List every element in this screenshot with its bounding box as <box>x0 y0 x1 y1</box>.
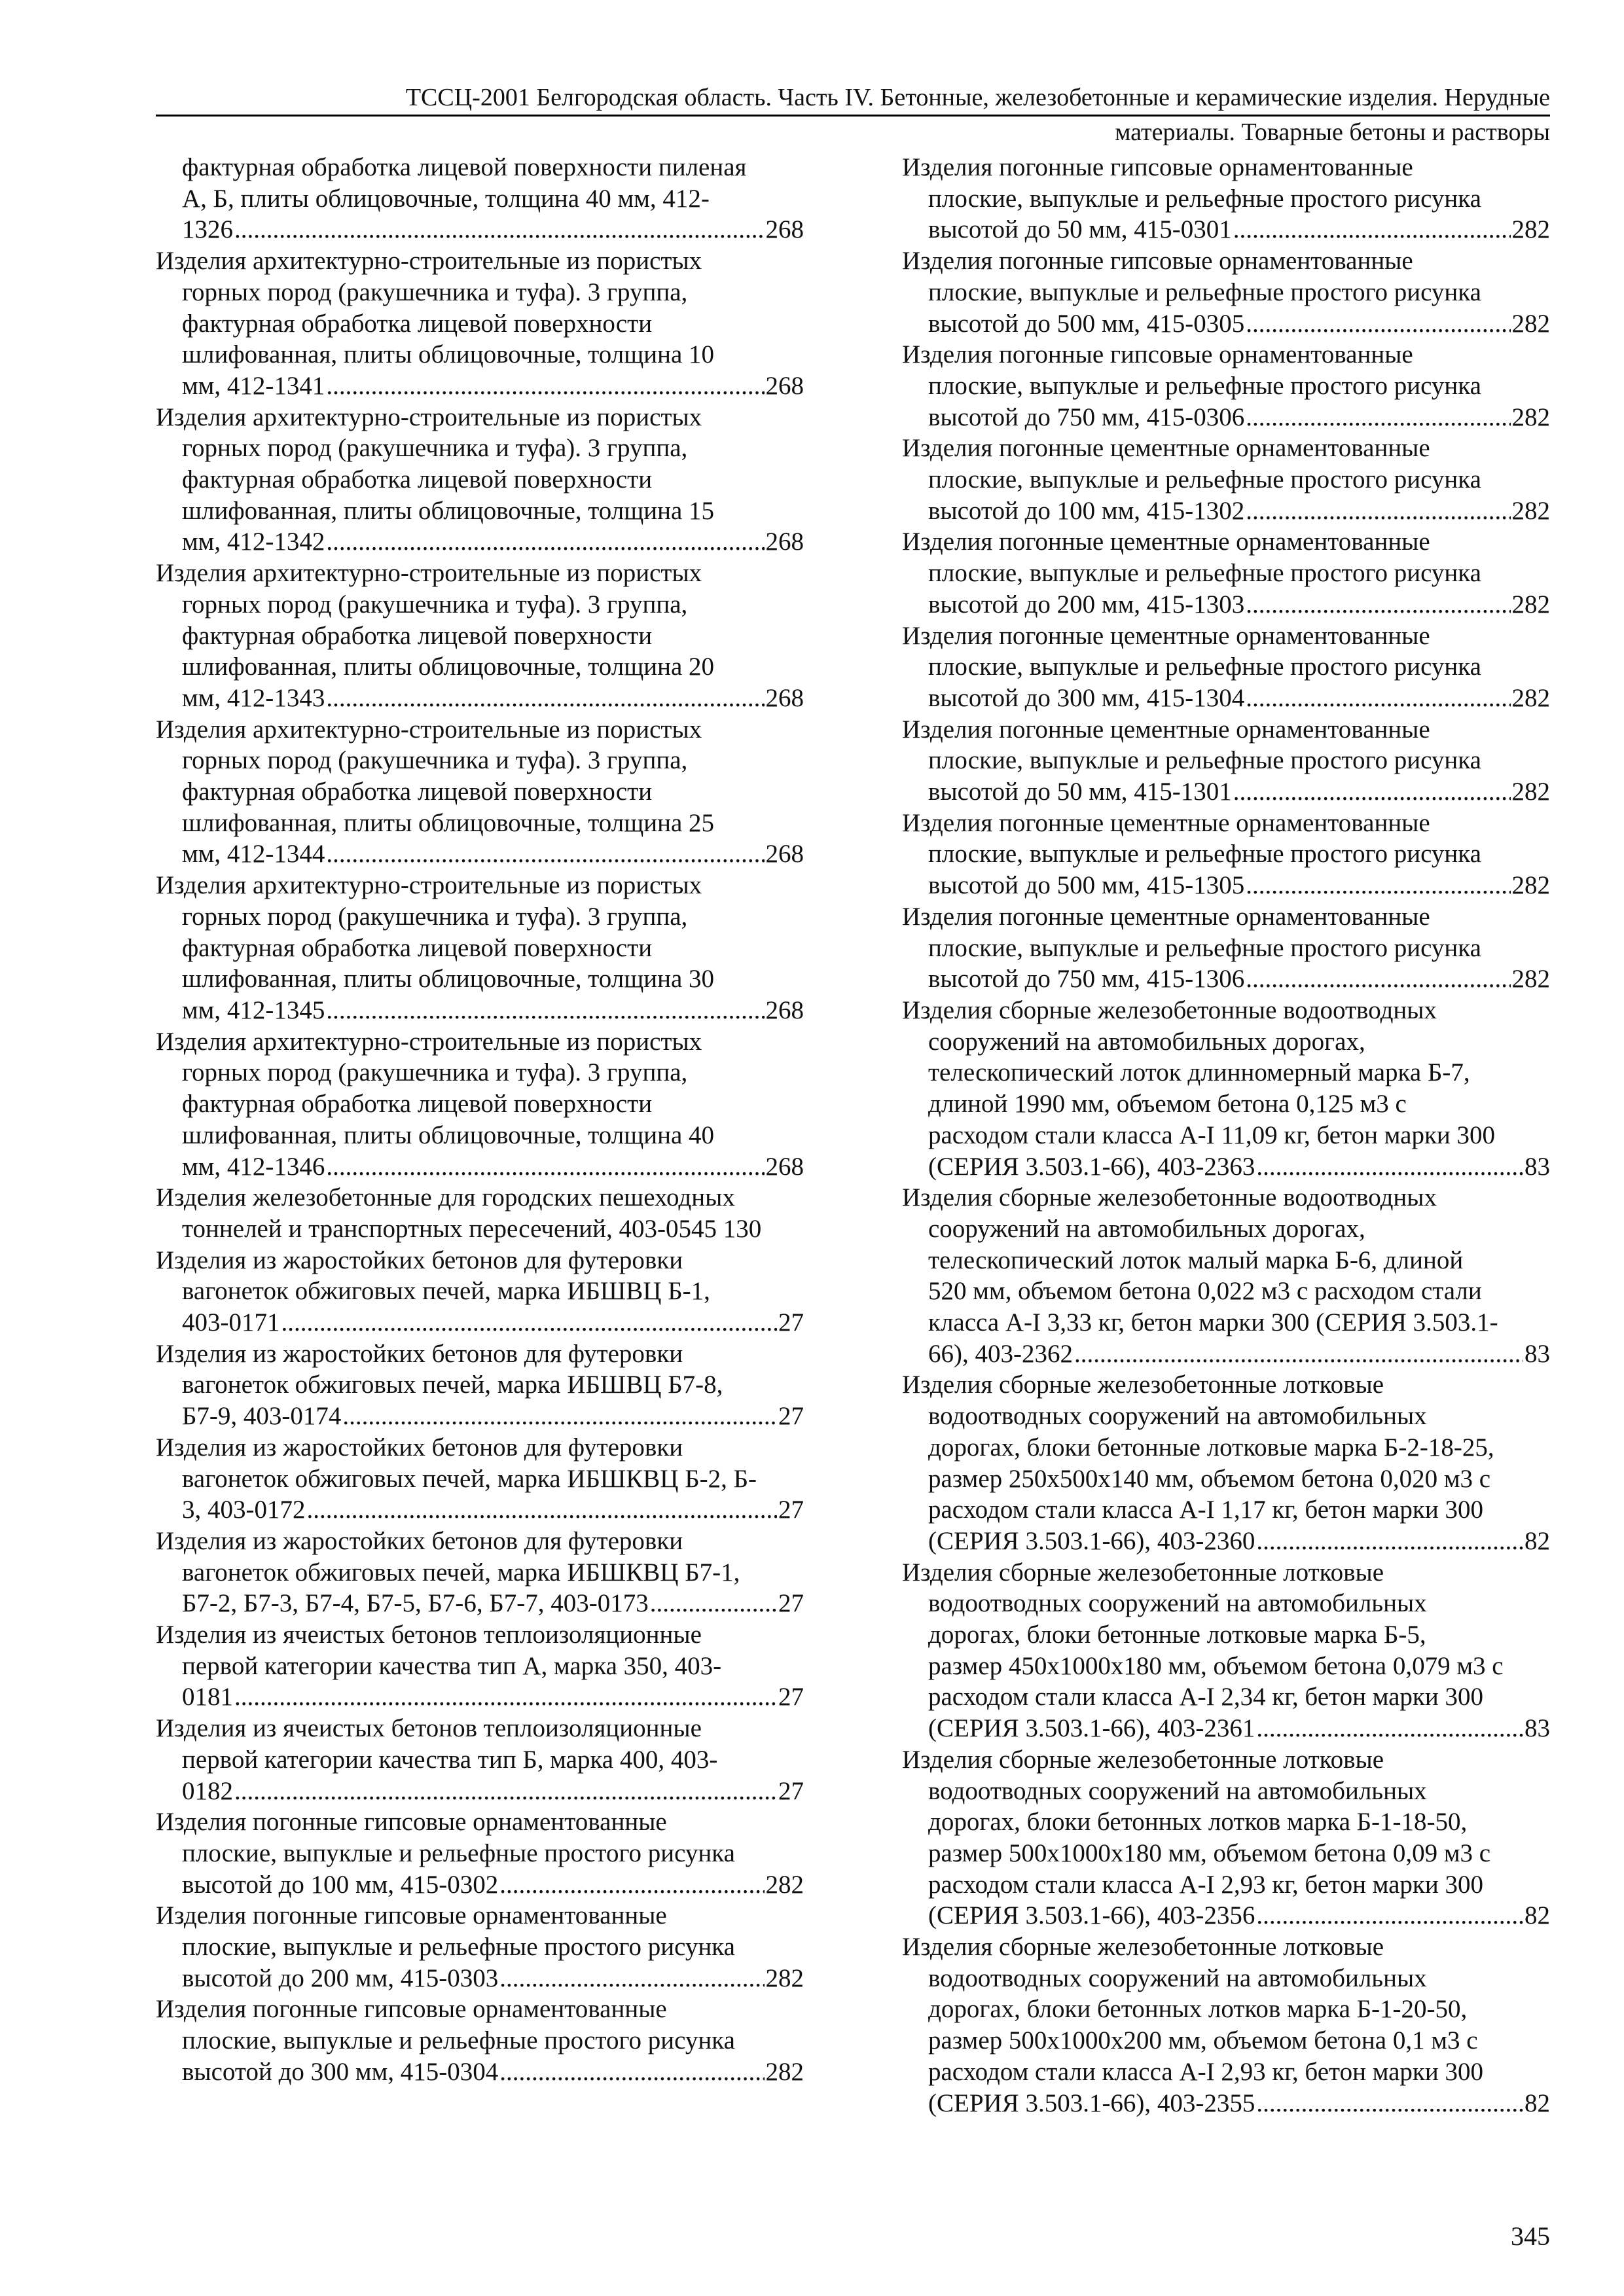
index-entry-reference <box>156 995 804 1026</box>
index-entry <box>156 1338 804 1432</box>
index-entry <box>156 1619 804 1713</box>
index-entry <box>902 433 1550 526</box>
index-entry <box>156 870 804 1026</box>
index-entry-page: 282 <box>765 2057 804 2086</box>
index-entry-code: высотой до 50 мм, 415-1301 <box>928 778 1232 806</box>
index-entry-reference <box>156 1963 804 1994</box>
index-entry-reference <box>156 1869 804 1901</box>
index-entry-reference <box>902 495 1550 527</box>
index-entry-page: 282 <box>765 1870 804 1899</box>
index-entry <box>156 402 804 558</box>
index-entry-line: плоские, выпуклые и рельефные простого рисунка <box>928 559 1481 588</box>
index-entry-line: фактурная обработка лицевой поверхности <box>182 309 653 338</box>
index-entry-line: расходом стали класса А-I 11,09 кг, бетон марки 300 <box>928 1121 1496 1149</box>
index-entry-reference <box>902 1713 1550 1744</box>
index-entry-reference <box>902 776 1550 808</box>
index-entry-reference <box>156 1494 804 1526</box>
index-entry-code: 66), 403-2362 <box>928 1339 1073 1368</box>
index-entry-line: вагонеток обжиговых печей, марка ИБШКВЦ Б-2, Б- <box>182 1464 757 1493</box>
index-entry <box>156 558 804 714</box>
index-entry-page: 282 <box>1511 496 1550 525</box>
index-entry-reference <box>156 1776 804 1807</box>
index-entry-line: расходом стали класса А-I 2,93 кг, бетон марки 300 <box>928 2057 1483 2086</box>
index-entry-code: высотой до 100 мм, 415-0302 <box>182 1870 499 1899</box>
index-entry-line: телескопический лоток малый марка Б-6, длиной <box>928 1246 1464 1274</box>
index-entry-code: высотой до 750 мм, 415-1306 <box>928 965 1245 994</box>
index-entry-line: водоотводных сооружений на автомобильных <box>928 1402 1427 1431</box>
index-entry-line: расходом стали класса А-I 1,17 кг, бетон марки 300 <box>928 1496 1483 1524</box>
dot-leader <box>326 683 764 714</box>
index-entry-line: класса А-I 3,33 кг, бетон марки 300 (СЕРИЯ 3.503.1- <box>928 1308 1498 1337</box>
dot-leader <box>499 1963 764 1994</box>
index-entry-reference <box>156 1151 804 1183</box>
index-entry <box>902 1557 1550 1744</box>
index-entry-title: Изделия погонные гипсовые орнаментованные <box>156 1808 667 1837</box>
dot-leader <box>1246 963 1510 995</box>
index-column-right <box>902 152 1550 2119</box>
dot-leader <box>1246 870 1510 901</box>
index-entry <box>902 620 1550 714</box>
index-entry-page: 282 <box>1511 590 1550 619</box>
index-entry-line: телескопический лоток длинномерный марка Б-7, <box>928 1058 1470 1087</box>
index-entry-code: (СЕРИЯ 3.503.1-66), 403-2355 <box>928 2089 1255 2117</box>
index-entry-title: Изделия из жаростойких бетонов для футеровки <box>156 1339 683 1368</box>
index-entry-line: шлифованная, плиты облицовочные, толщина 15 <box>182 496 715 525</box>
index-entry-reference <box>156 1588 804 1619</box>
index-entry-line: шлифованная, плиты облицовочные, толщина 20 <box>182 653 715 681</box>
dot-leader <box>1246 308 1510 340</box>
index-entry-title: Изделия архитектурно-строительные из пористых <box>156 403 702 431</box>
index-entry-line: плоские, выпуклые и рельефные простого рисунка <box>928 746 1481 775</box>
index-entry-code: высотой до 750 мм, 415-0306 <box>928 403 1245 431</box>
dot-leader <box>234 1776 777 1807</box>
index-entry <box>902 1369 1550 1556</box>
dot-leader <box>1246 683 1510 714</box>
index-entry-code: мм, 412-1343 <box>182 683 325 712</box>
index-entry <box>902 1744 1550 1931</box>
index-entry-page: 27 <box>778 1402 804 1431</box>
index-entry-page: 268 <box>765 371 804 400</box>
index-entry-page: 282 <box>765 1964 804 1992</box>
index-entry-title: Изделия погонные цементные орнаментованные <box>902 808 1430 837</box>
index-entry <box>902 152 1550 245</box>
index-entry-reference <box>902 214 1550 245</box>
index-entry-code: высотой до 500 мм, 415-0305 <box>928 309 1245 338</box>
index-entry-title: Изделия архитектурно-строительные из пористых <box>156 1027 702 1056</box>
index-entry-page: 27 <box>778 1496 804 1524</box>
index-entry <box>902 1931 1550 2119</box>
index-entry-line: горных пород (ракушечника и туфа). 3 группа, <box>182 902 688 931</box>
header-title-line1: ТССЦ-2001 Белгородская область. Часть IV. Бетонные, железобетонные и керамические изделия. Нерудные <box>156 82 1550 117</box>
index-entry-code: мм, 412-1346 <box>182 1152 325 1181</box>
index-entry-code: 0181 <box>182 1683 233 1712</box>
dot-leader <box>326 370 764 402</box>
index-entry-line: размер 250х500х140 мм, объемом бетона 0,020 м3 с <box>928 1464 1491 1493</box>
index-entry-code: высотой до 100 мм, 415-1302 <box>928 496 1245 525</box>
index-entry-title: Изделия сборные железобетонные лотковые <box>902 1933 1384 1962</box>
index-entry-page: 282 <box>1511 215 1550 244</box>
dot-leader <box>326 838 764 870</box>
dot-leader <box>326 995 764 1026</box>
index-entry-title: Изделия из ячеистых бетонов теплоизоляционные <box>156 1621 702 1649</box>
index-entry <box>156 245 804 402</box>
dot-leader <box>1233 776 1511 808</box>
index-entry-reference <box>902 963 1550 995</box>
index-entry-title: Изделия сборные железобетонные водоотводных <box>902 996 1437 1024</box>
index-entry-code: 0182 <box>182 1776 233 1805</box>
index-entry <box>156 714 804 870</box>
index-entry-line: шлифованная, плиты облицовочные, толщина 25 <box>182 808 715 837</box>
index-entry-page: 27 <box>778 1589 804 1618</box>
index-entry-line: размер 500х1000х180 мм, объемом бетона 0,09 м3 с <box>928 1839 1491 1867</box>
index-entry <box>902 245 1550 339</box>
index-entry-reference <box>156 370 804 402</box>
index-entry-page: 282 <box>1511 778 1550 806</box>
index-entry-line: плоские, выпуклые и рельефные простого рисунка <box>928 653 1481 681</box>
index-entry-title: Изделия архитектурно-строительные из пористых <box>156 559 702 588</box>
index-entry-code: мм, 412-1342 <box>182 528 325 556</box>
index-entry-code: высотой до 300 мм, 415-1304 <box>928 683 1245 712</box>
index-entry-reference <box>902 1526 1550 1557</box>
index-entry-code: высотой до 200 мм, 415-0303 <box>182 1964 499 1992</box>
index-entry-reference <box>902 589 1550 620</box>
index-entry-reference <box>156 1307 804 1338</box>
index-entry-reference <box>902 1900 1550 1931</box>
index-entry <box>902 714 1550 808</box>
index-entry-reference <box>902 2088 1550 2119</box>
index-entry-line: плоские, выпуклые и рельефные простого рисунка <box>928 184 1481 213</box>
index-entry-line: водоотводных сооружений на автомобильных <box>928 1776 1427 1805</box>
index-entry-page: 282 <box>1511 403 1550 431</box>
index-entry <box>156 1432 804 1526</box>
index-entry-page: 282 <box>1511 965 1550 994</box>
index-entry-title: Изделия архитектурно-строительные из пористых <box>156 247 702 276</box>
index-entry-code: (СЕРИЯ 3.503.1-66), 403-2363 <box>928 1152 1255 1181</box>
index-entry-line: шлифованная, плиты облицовочные, толщина 30 <box>182 965 715 994</box>
index-entry-code: высотой до 50 мм, 415-0301 <box>928 215 1232 244</box>
index-entry-page: 82 <box>1525 2089 1550 2117</box>
index-entry-reference <box>902 308 1550 340</box>
dot-leader <box>326 1151 764 1183</box>
index-entry-code: Б7-9, 403-0174 <box>182 1402 342 1431</box>
dot-leader <box>499 1869 764 1901</box>
index-entry <box>156 152 804 245</box>
index-entry-line: плоские, выпуклые и рельефные простого рисунка <box>928 465 1481 494</box>
index-column-left <box>156 152 804 2088</box>
index-entry-page: 27 <box>778 1683 804 1712</box>
index-entry-page: 282 <box>1511 871 1550 900</box>
index-entry-line: расходом стали класса А-I 2,34 кг, бетон марки 300 <box>928 1683 1483 1712</box>
index-entry-line: вагонеток обжиговых печей, марка ИБШВЦ Б-1, <box>182 1277 710 1306</box>
index-entry-page: 83 <box>1525 1152 1550 1181</box>
dot-leader <box>1256 2088 1523 2119</box>
index-entry-line: размер 500х1000х200 мм, объемом бетона 0,1 м3 с <box>928 2026 1478 2055</box>
index-entry <box>902 526 1550 620</box>
index-entry-reference <box>902 683 1550 714</box>
index-entry-line: размер 450х1000х180 мм, объемом бетона 0,079 м3 с <box>928 1651 1504 1680</box>
index-entry-line: вагонеток обжиговых печей, марка ИБШВЦ Б7-8, <box>182 1371 723 1399</box>
index-entry-line: горных пород (ракушечника и туфа). 3 группа, <box>182 278 688 306</box>
index-entry-title: Изделия погонные гипсовые орнаментованные <box>902 340 1413 369</box>
index-entry-line: водоотводных сооружений на автомобильных <box>928 1589 1427 1618</box>
index-entry <box>156 1026 804 1183</box>
index-entry <box>902 995 1550 1182</box>
index-entry-line: плоские, выпуклые и рельефные простого рисунка <box>928 933 1481 962</box>
index-entry-title: Изделия из жаростойких бетонов для футеровки <box>156 1526 683 1555</box>
index-entry <box>156 1182 804 1244</box>
index-entry-code: мм, 412-1341 <box>182 371 325 400</box>
index-entry-code: мм, 412-1345 <box>182 996 325 1024</box>
index-entry-code: (СЕРИЯ 3.503.1-66), 403-2360 <box>928 1526 1255 1555</box>
index-entry-reference <box>902 402 1550 433</box>
index-entry-reference <box>156 838 804 870</box>
index-entry-line: фактурная обработка лицевой поверхности <box>182 621 653 650</box>
index-entry-line: шлифованная, плиты облицовочные, толщина 40 <box>182 1121 715 1149</box>
index-entry-title: Изделия сборные железобетонные лотковые <box>902 1745 1384 1774</box>
index-entry-line: плоские, выпуклые и рельефные простого рисунка <box>182 1933 735 1962</box>
dot-leader <box>234 1681 777 1713</box>
index-entry-title: Изделия из жаростойких бетонов для футеровки <box>156 1246 683 1274</box>
dot-leader <box>1246 495 1510 527</box>
index-entry-line: горных пород (ракушечника и туфа). 3 группа, <box>182 590 688 619</box>
index-entry-line: плоские, выпуклые и рельефные простого рисунка <box>182 1839 735 1867</box>
index-entry-reference <box>156 1213 804 1245</box>
index-entry-reference <box>902 870 1550 901</box>
index-entry-line: фактурная обработка лицевой поверхности <box>182 778 653 806</box>
index-entry-page: 268 <box>765 215 804 244</box>
index-entry-code: (СЕРИЯ 3.503.1-66), 403-2356 <box>928 1901 1255 1930</box>
index-entry-page: 83 <box>1525 1339 1550 1368</box>
index-entry-page: 282 <box>1511 309 1550 338</box>
index-entry-title: Изделия погонные гипсовые орнаментованные <box>156 1995 667 2024</box>
dot-leader <box>342 1401 777 1432</box>
index-entry-line: фактурная обработка лицевой поверхности <box>182 1090 653 1119</box>
index-entry-line: горных пород (ракушечника и туфа). 3 группа, <box>182 434 688 463</box>
index-entry-line: вагонеток обжиговых печей, марка ИБШКВЦ Б7-1, <box>182 1558 740 1587</box>
dot-leader <box>1256 1900 1523 1931</box>
index-entry-title: Изделия погонные гипсовые орнаментованные <box>902 247 1413 276</box>
index-entry-title: Изделия сборные железобетонные водоотводных <box>902 1183 1437 1212</box>
index-entry-code: 3, 403-0172 <box>182 1496 306 1524</box>
index-entry-title: Изделия архитектурно-строительные из пористых <box>156 871 702 900</box>
index-entry <box>156 1245 804 1338</box>
dot-leader <box>650 1588 777 1619</box>
index-entry-title: Изделия из ячеистых бетонов теплоизоляционные <box>156 1714 702 1743</box>
index-entry-title: Изделия сборные железобетонные лотковые <box>902 1371 1384 1399</box>
index-entry-code: тоннелей и транспортных пересечений, 403-0545 130 <box>182 1214 762 1243</box>
index-entry-page: 82 <box>1525 1901 1550 1930</box>
index-entry-code: 1326 <box>182 215 233 244</box>
dot-leader <box>234 214 765 245</box>
index-entry-code: высотой до 300 мм, 415-0304 <box>182 2057 499 2086</box>
index-entry-title: Изделия погонные цементные орнаментованные <box>902 621 1430 650</box>
index-entry-line: длиной 1990 мм, объемом бетона 0,125 м3 с <box>928 1090 1407 1119</box>
index-entry-line: горных пород (ракушечника и туфа). 3 группа, <box>182 1058 688 1087</box>
index-entry-line: первой категории качества тип А, марка 350, 403- <box>182 1651 722 1680</box>
index-entry-title: Изделия сборные железобетонные лотковые <box>902 1558 1384 1587</box>
dot-leader <box>1233 214 1511 245</box>
index-entry-title: Изделия погонные цементные орнаментованные <box>902 902 1430 931</box>
index-entry-reference <box>156 526 804 558</box>
index-entry <box>902 339 1550 433</box>
index-entry-title: Изделия погонные гипсовые орнаментованные <box>902 153 1413 181</box>
index-entry-title: Изделия погонные цементные орнаментованные <box>902 715 1430 744</box>
index-entry-page: 82 <box>1525 1526 1550 1555</box>
index-entry-line: сооружений на автомобильных дорогах, <box>928 1027 1365 1056</box>
index-entry-title: Изделия погонные цементные орнаментованные <box>902 528 1430 556</box>
page-header <box>156 82 1550 148</box>
header-title-line2: материалы. Товарные бетоны и растворы <box>1115 118 1550 146</box>
index-entry <box>156 1900 804 1994</box>
index-entry-page: 282 <box>1511 683 1550 712</box>
index-entry-title: Изделия погонные гипсовые орнаментованные <box>156 1901 667 1930</box>
index-entry <box>902 808 1550 901</box>
index-entry-reference <box>156 1401 804 1432</box>
index-entry-reference <box>156 683 804 714</box>
index-entry-page: 27 <box>778 1308 804 1337</box>
index-entry-title: Изделия железобетонные для городских пешеходных <box>156 1183 735 1212</box>
index-entry-page: 268 <box>765 996 804 1024</box>
index-entry-page: 27 <box>778 1776 804 1805</box>
index-entry-title: Изделия архитектурно-строительные из пористых <box>156 715 702 744</box>
dot-leader <box>499 2056 764 2088</box>
dot-leader <box>281 1307 778 1338</box>
index-entry-code: (СЕРИЯ 3.503.1-66), 403-2361 <box>928 1714 1255 1743</box>
index-entry-page: 268 <box>765 528 804 556</box>
index-entry-title: Изделия погонные цементные орнаментованные <box>902 434 1430 463</box>
index-entry-page: 83 <box>1525 1714 1550 1743</box>
index-entry-line: дорогах, блоки бетонных лотков марка Б-1-20-50, <box>928 1995 1468 2024</box>
dot-leader <box>1256 1526 1523 1557</box>
index-entry-code: высотой до 500 мм, 415-1305 <box>928 871 1245 900</box>
dot-leader <box>1246 402 1510 433</box>
dot-leader <box>307 1494 778 1526</box>
index-entry-line: расходом стали класса А-I 2,93 кг, бетон марки 300 <box>928 1870 1483 1899</box>
index-entry-line: дорогах, блоки бетонных лотков марка Б-1-18-50, <box>928 1808 1468 1837</box>
index-entry-reference <box>156 2056 804 2088</box>
index-entry-reference <box>156 214 804 245</box>
index-entry-line: плоские, выпуклые и рельефные простого рисунка <box>928 840 1481 869</box>
index-entry-code: Б7-2, Б7-3, Б7-4, Б7-5, Б7-6, Б7-7, 403-0173 <box>182 1589 649 1618</box>
index-entry-line: дорогах, блоки бетонные лотковые марка Б-5, <box>928 1621 1426 1649</box>
index-entry <box>156 1526 804 1619</box>
index-entry-code: высотой до 200 мм, 415-1303 <box>928 590 1245 619</box>
index-entry-line: первой категории качества тип Б, марка 400, 403- <box>182 1745 718 1774</box>
index-entry-reference <box>902 1338 1550 1370</box>
index-entry-line: 520 мм, объемом бетона 0,022 м3 с расходом стали <box>928 1277 1482 1306</box>
dot-leader <box>326 526 764 558</box>
index-entry-line: плоские, выпуклые и рельефные простого рисунка <box>928 278 1481 306</box>
dot-leader <box>1256 1713 1523 1744</box>
index-entry-reference <box>156 1681 804 1713</box>
index-entry-line: фактурная обработка лицевой поверхности <box>182 933 653 962</box>
index-entry <box>902 1182 1550 1369</box>
dot-leader <box>1074 1338 1523 1370</box>
index-entry-code: мм, 412-1344 <box>182 840 325 869</box>
index-entry-line: шлифованная, плиты облицовочные, толщина 10 <box>182 340 715 369</box>
index-entry-reference <box>902 1151 1550 1183</box>
index-entry-page: 268 <box>765 840 804 869</box>
index-entry-line: плоские, выпуклые и рельефные простого рисунка <box>182 2026 735 2055</box>
index-entry <box>156 1713 804 1806</box>
index-entry-line: плоские, выпуклые и рельефные простого рисунка <box>928 371 1481 400</box>
page-number: 345 <box>1511 2221 1550 2251</box>
index-entry-page: 268 <box>765 1152 804 1181</box>
index-entry <box>902 901 1550 995</box>
index-entry <box>156 1994 804 2087</box>
dot-leader <box>1246 589 1510 620</box>
index-entry-line: А, Б, плиты облицовочные, толщина 40 мм, 412- <box>182 184 710 213</box>
index-entry-line: сооружений на автомобильных дорогах, <box>928 1214 1365 1243</box>
index-entry-line: дорогах, блоки бетонные лотковые марка Б-2-18-25, <box>928 1433 1494 1462</box>
index-entry-line: горных пород (ракушечника и туфа). 3 группа, <box>182 746 688 775</box>
index-entry <box>156 1806 804 1900</box>
index-entry-page: 268 <box>765 683 804 712</box>
dot-leader <box>1256 1151 1523 1183</box>
index-entry-title: Изделия из жаростойких бетонов для футеровки <box>156 1433 683 1462</box>
index-entry-line: водоотводных сооружений на автомобильных <box>928 1964 1427 1992</box>
index-entry-line: фактурная обработка лицевой поверхности пиленая <box>182 153 747 181</box>
index-entry-line: фактурная обработка лицевой поверхности <box>182 465 653 494</box>
index-entry-code: 403-0171 <box>182 1308 280 1337</box>
